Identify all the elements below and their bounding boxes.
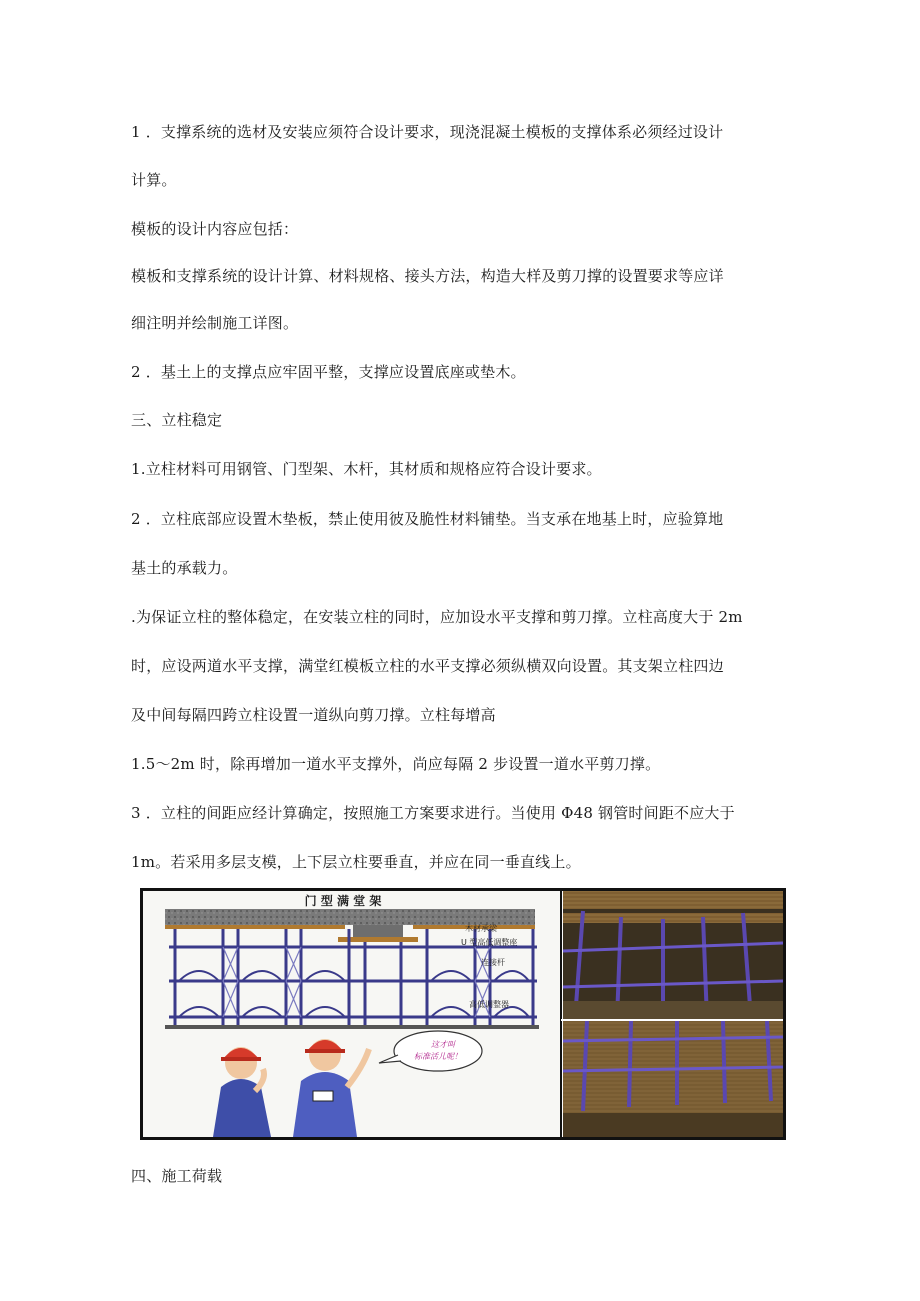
paragraph-2: 2 ．基土上的支撑点应牢固平整，支撑应设置底座或垫木。 [131, 363, 526, 381]
paragraph-design-line-1: 模板和支撑系统的设计计算、材料规格、接头方法，构造大样及剪刀撑的设置要求等应详 [131, 267, 724, 285]
scaffold-illustration [143, 891, 783, 1137]
label-height-adjuster: 高低调整器 [469, 1000, 509, 1009]
label-u-adjuster: U 型高低调整座 [461, 938, 518, 947]
scaffold-figure [140, 888, 786, 1140]
paragraph-stability-line-1: .为保证立柱的整体稳定，在安装立柱的同时，应加设水平支撑和剪刀撑。立柱高度大于 2m [131, 608, 743, 626]
section-heading-3: 三、立柱稳定 [131, 411, 223, 429]
figure-title: 门 型 满 堂 架 [304, 894, 382, 908]
paragraph-spacing-line-1: 3 ．立柱的间距应经计算确定，按照施工方案要求进行。当使用 Φ48 钢管时间距不应大于 [131, 804, 735, 822]
speech-line-2: 标准活儿呢！ [414, 1052, 462, 1061]
photo-top [563, 891, 783, 1019]
paragraph-column-2-line-1: 2 ．立柱底部应设置木垫板，禁止使用彼及脆性材料铺垫。当支承在地基上时，应验算地 [131, 510, 724, 528]
speech-bubble [394, 1031, 482, 1071]
label-timber-beam: 木材承梁 [465, 924, 497, 933]
paragraph-stability-line-4: 1.5～2m 时，除再增加一道水平支撑外，尚应每隔 2 步设置一道水平剪刀撑。 [131, 755, 661, 773]
label-connector: 连接杆 [481, 958, 505, 967]
concrete-beam [353, 925, 403, 937]
paragraph-1-line-1: 1 ．支撑系统的选材及安装应须符合设计要求，现浇混凝土模板的支撑体系必须经过设计 [131, 123, 724, 141]
paragraph-column-1: 1.立柱材料可用钢管、门型架、木杆，其材质和规格应符合设计要求。 [131, 460, 602, 478]
paragraph-spacing-line-2: 1m。若采用多层支模，上下层立柱要垂直，并应在同一垂直线上。 [131, 853, 581, 871]
photo-bottom [563, 1021, 783, 1137]
base-plate [165, 1025, 539, 1029]
paragraph-column-2-line-2: 基土的承载力。 [131, 559, 238, 577]
paragraph-stability-line-2: 时，应设两道水平支撑，满堂红模板立柱的水平支撑必须纵横双向设置。其支架立柱四边 [131, 657, 724, 675]
section-heading-4: 四、施工荷载 [131, 1167, 223, 1185]
paragraph-stability-line-3: 及中间每隔四跨立柱设置一道纵向剪刀撑。立柱每增高 [131, 706, 496, 724]
paragraph-design-content: 模板的设计内容应包括： [131, 220, 299, 238]
paragraph-1-line-2: 计算。 [131, 171, 177, 189]
paragraph-design-line-2: 细注明并绘制施工详图。 [131, 314, 299, 332]
speech-line-1: 这才叫 [431, 1040, 455, 1049]
timber-beam-left [165, 925, 345, 929]
concrete-texture [165, 909, 535, 925]
